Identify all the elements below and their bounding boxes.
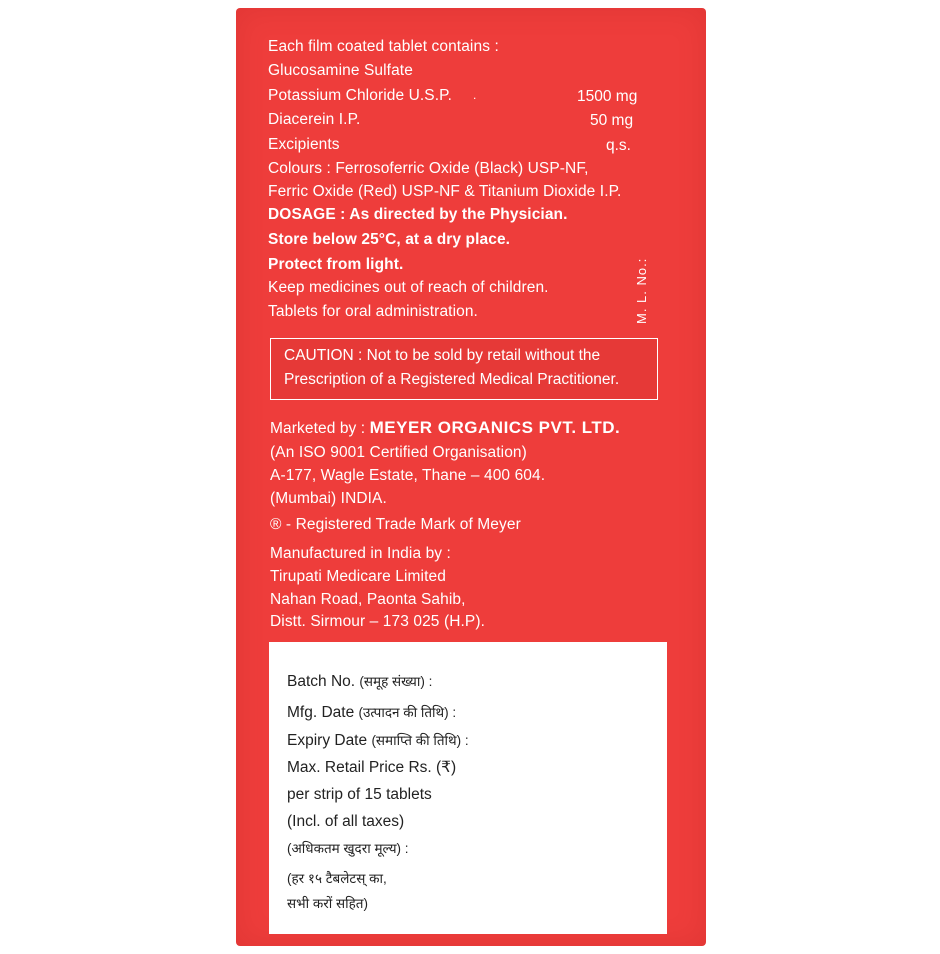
light-instruction: Protect from light. — [268, 256, 404, 273]
expiry-date-label: Expiry Date — [287, 732, 368, 749]
expiry-date-hindi: (समाप्ति की तिथि) : — [371, 733, 469, 748]
oral-administration: Tablets for oral administration. — [268, 303, 478, 320]
dosage-instruction: DOSAGE : As directed by the Physician. — [268, 206, 568, 223]
batch-number-hindi: (समूह संख्या) : — [359, 674, 433, 689]
manufacturer-road: Nahan Road, Paonta Sahib, — [270, 591, 466, 608]
ingredient-potassium-chloride-value: 1500 mg — [577, 88, 638, 105]
manufacturer-heading: Manufactured in India by : — [270, 545, 451, 562]
batch-info-box — [269, 642, 667, 934]
expiry-date — [287, 732, 469, 750]
caution-box — [270, 338, 658, 400]
batch-number — [287, 673, 432, 691]
caution-line-1: CAUTION : Not to be sold by retail without the — [284, 347, 601, 364]
colours-line-1: Colours : Ferrosoferric Oxide (Black) USP-NF, — [268, 160, 589, 177]
strip-info: per strip of 15 tablets — [287, 786, 432, 803]
strip-hindi: (हर १५ टैबलेटस् का, — [287, 871, 387, 886]
storage-instruction: Store below 25°C, at a dry place. — [268, 231, 511, 248]
mfg-date — [287, 704, 456, 722]
ingredient-potassium-chloride: Potassium Chloride U.S.P. — [268, 87, 452, 104]
children-warning: Keep medicines out of reach of children. — [268, 279, 549, 296]
marketer-prefix: Marketed by : — [270, 420, 366, 437]
marketer-company: MEYER ORGANICS PVT. LTD. — [369, 418, 621, 437]
marketer-block — [270, 419, 620, 438]
ingredient-glucosamine: Glucosamine Sulfate — [268, 62, 413, 79]
tax-info: (Incl. of all taxes) — [287, 813, 405, 830]
mfg-date-hindi: (उत्पादन की तिथि) : — [358, 705, 457, 720]
mrp-hindi: (अधिकतम खुदरा मूल्य) : — [287, 841, 409, 856]
excipients-label: Excipients — [268, 136, 340, 153]
mfg-date-label: Mfg. Date — [287, 704, 355, 721]
manufacturer-district: Distt. Sirmour – 173 025 (H.P). — [270, 613, 486, 630]
tax-hindi: सभी करों सहित) — [287, 896, 368, 911]
manufacturer-name: Tirupati Medicare Limited — [270, 568, 446, 585]
separator-dot: . — [473, 88, 477, 102]
excipients-value: q.s. — [606, 137, 631, 154]
trademark-note: ® - Registered Trade Mark of Meyer — [270, 516, 521, 533]
marketer-iso: (An ISO 9001 Certified Organisation) — [270, 444, 527, 461]
ml-number-label: M. L. No.: — [634, 257, 649, 324]
marketer-city: (Mumbai) INDIA. — [270, 490, 387, 507]
composition-heading: Each film coated tablet contains : — [268, 38, 499, 55]
ingredient-diacerein: Diacerein I.P. — [268, 111, 361, 128]
ingredient-diacerein-value: 50 mg — [590, 112, 634, 129]
medicine-carton-panel — [236, 8, 706, 946]
mrp-label: Max. Retail Price Rs. (₹) — [287, 759, 457, 776]
batch-number-label: Batch No. — [287, 673, 356, 690]
marketer-address: A-177, Wagle Estate, Thane – 400 604. — [270, 467, 546, 484]
colours-line-2: Ferric Oxide (Red) USP-NF & Titanium Dioxide I.P. — [268, 183, 622, 200]
caution-line-2: Prescription of a Registered Medical Practitioner. — [284, 371, 620, 388]
